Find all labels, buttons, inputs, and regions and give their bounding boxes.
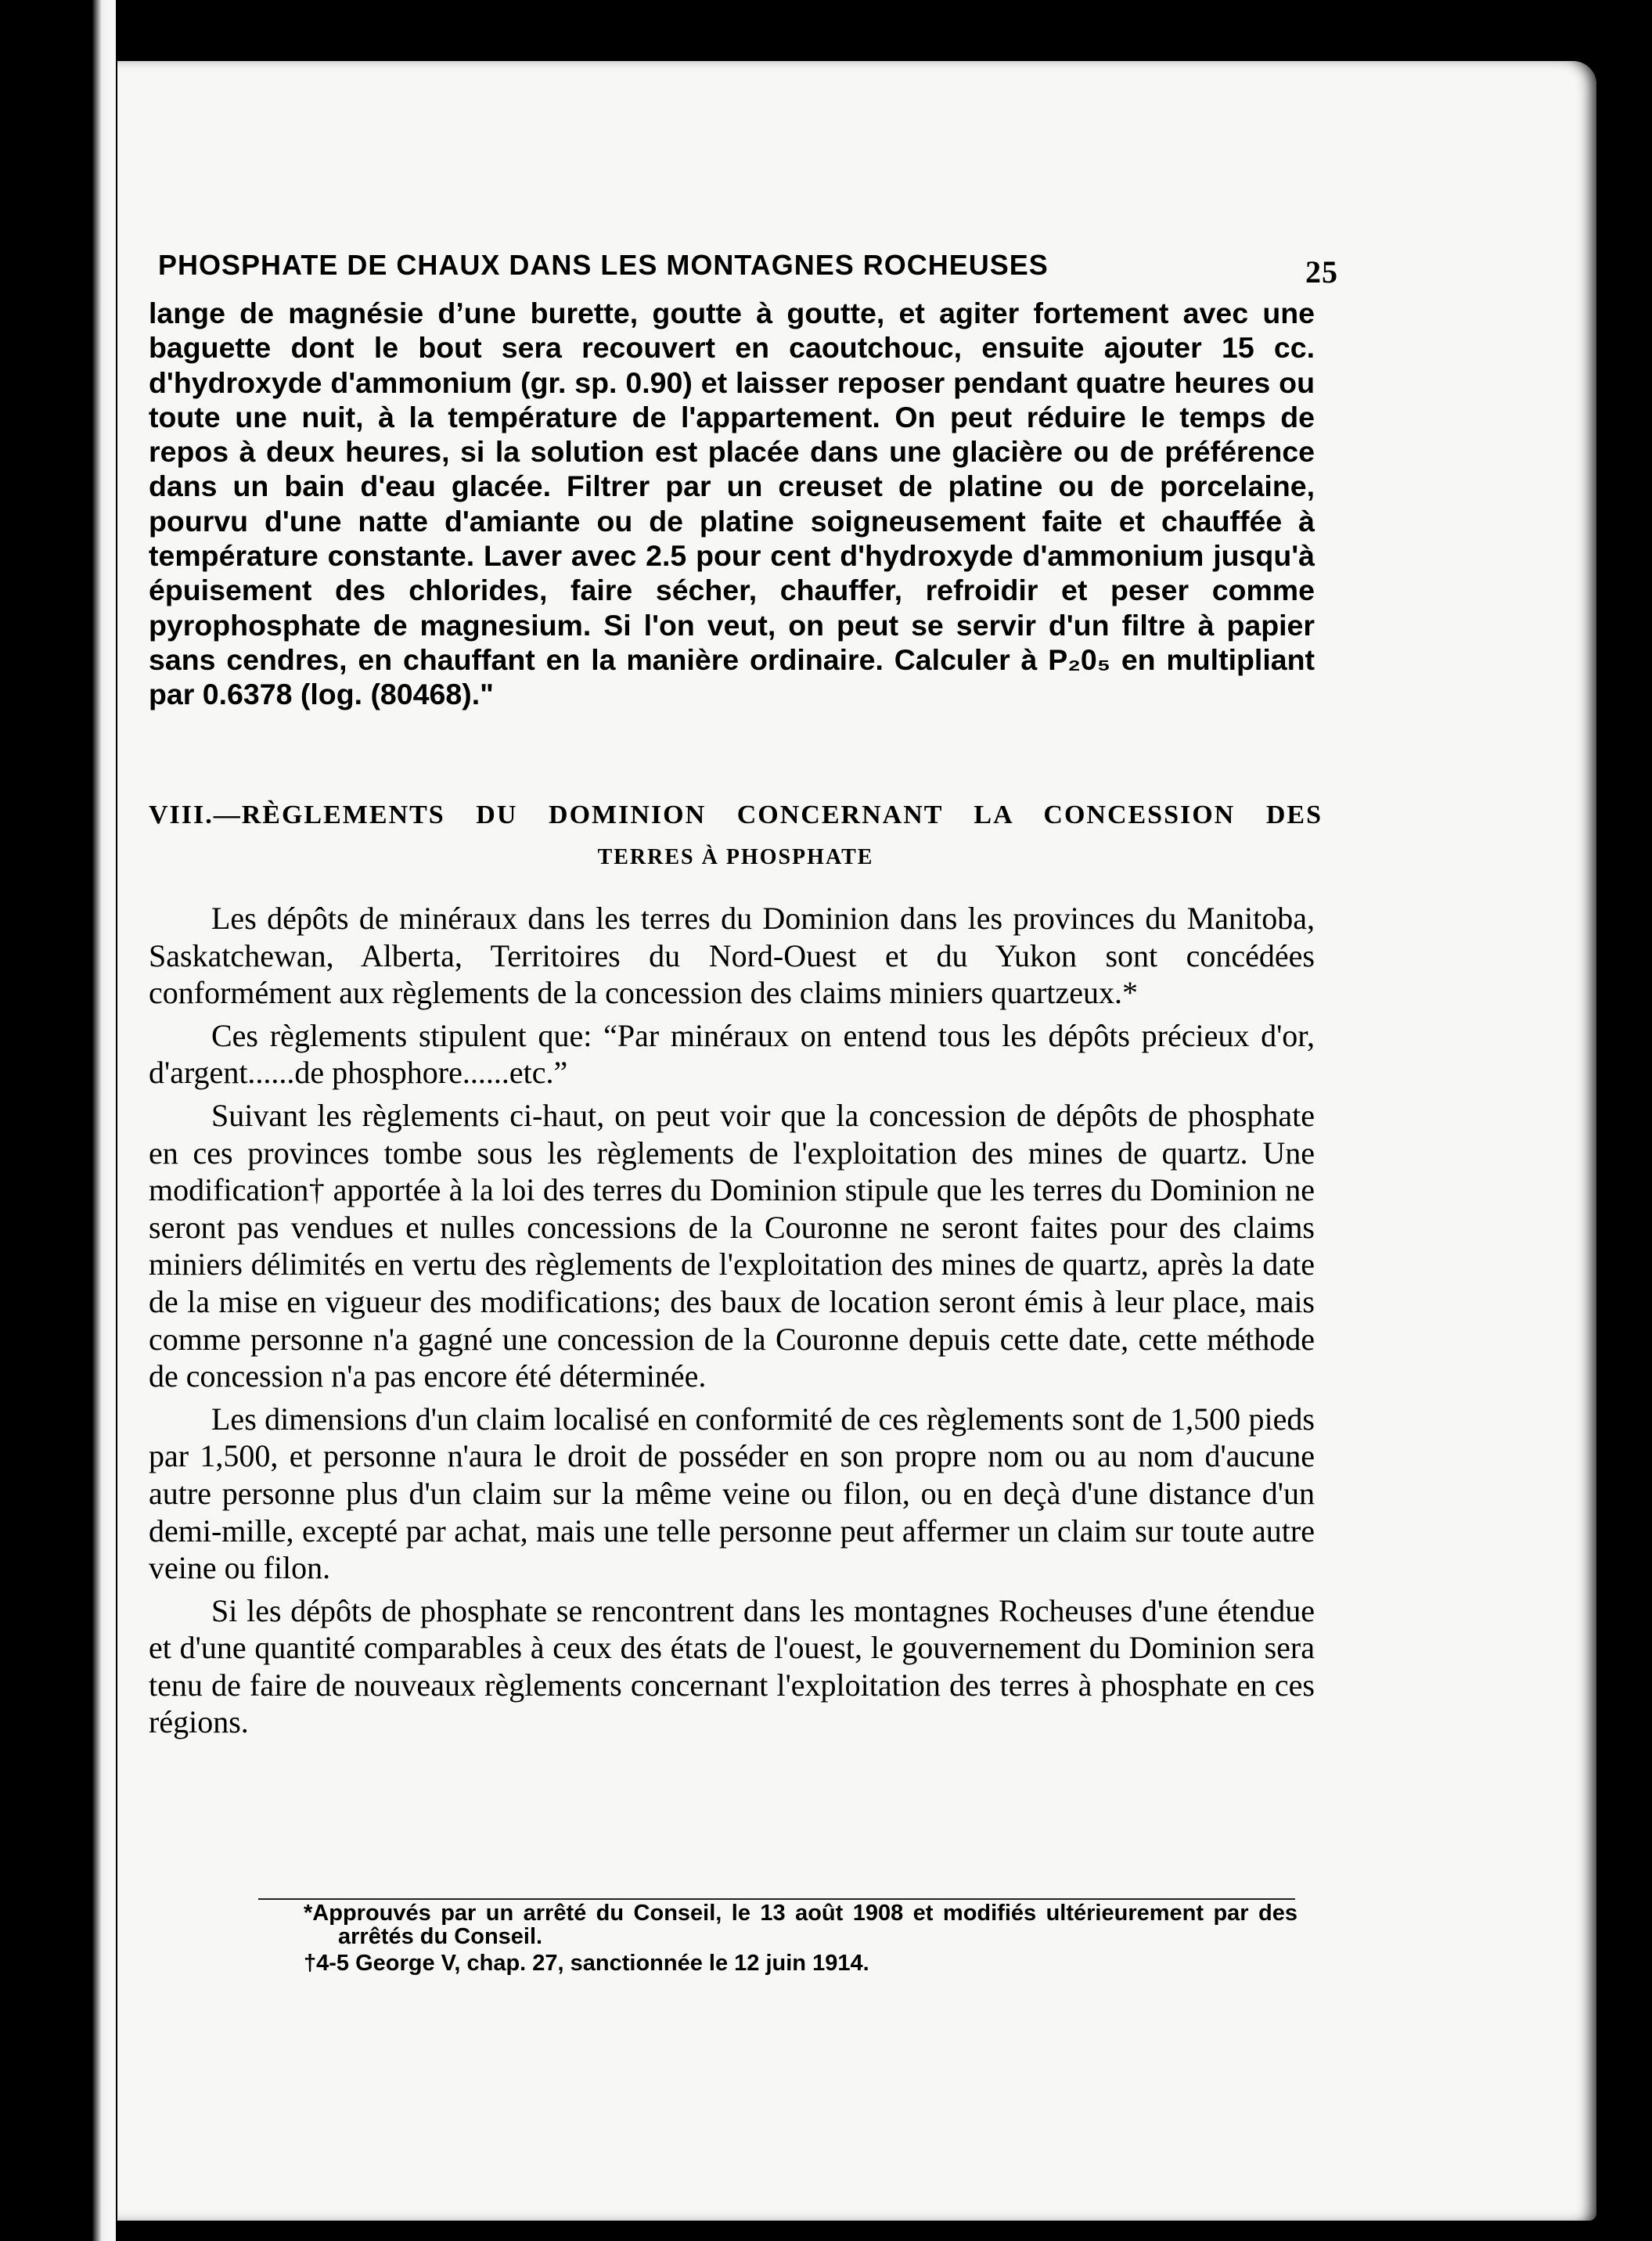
section-heading-line-2: TERRES À PHOSPHATE [597,845,874,869]
running-title: PHOSPHATE DE CHAUX DANS LES MONTAGNES ROCHEUSES [158,249,1049,281]
body-paragraph: Les dimensions d'un claim localisé en conformité de ces règlements sont de 1,500 pieds par 1,500, et personne n'aura le droit de posséder en son propre nom ou au nom d'aucune autre personne plus d'un claim sur la même veine ou filon, ou en deçà d'une distance d'un demi-mille, excepté par achat, mais une telle personne peut affermer un claim sur toute autre veine ou filon. [149,1401,1315,1586]
running-head [149,249,1338,288]
continued-paragraph: lange de magnésie d’une burette, goutte à goutte, et agiter fortement avec une baguette dont le bout sera recouvert en caoutchouc, ensuite ajouter 15 cc. d'hydroxyde d'ammonium (gr. sp. 0.90) et laisser reposer pendant quatre heures ou toute une nuit, à la température de l'appartement. On peut réduire le temps de repos à deux heures, si la solution est placée dans une glacière ou de préférence dans un bain d'eau glacée. Filtrer par un creuset de platine ou de porcelaine, pourvu d'une natte d'amiante ou de platine soigneusement faite et chauffée à température constante. Laver avec 2.5 pour cent d'hydroxyde d'ammonium jusqu'à épuisement des chlorides, faire sécher, chauffer, refroidir et peser comme pyrophosphate de magnesium. Si l'on veut, on peut se servir d'un filtre à papier sans cendres, en chauffant en la manière ordinaire. Calculer à P₂0₅ en multipliant par 0.6378 (log. (80468)." [149,297,1315,711]
body-paragraph: Les dépôts de minéraux dans les terres du Dominion dans les provinces du Manitoba, Saskatchewan, Alberta, Territoires du Nord-Ouest et du Yukon sont concédées conformément aux règlements de la concession des claims miniers quartzeux.* [149,901,1315,1011]
footnote-divider [258,1898,1295,1900]
adjacent-page-edge [92,0,116,2241]
section-heading [149,794,1323,879]
page-number: 25 [1305,254,1338,290]
body-paragraph: Suivant les règlements ci-haut, on peut voir que la concession de dépôts de phosphate en ces provinces tombe sous les règlements de l'exploitation des mines de quartz. Une modification† apportée à la loi des terres du Dominion stipule que les terres du Dominion ne seront pas vendues et nulles concessions de la Couronne ne seront faites pour des claims miniers délimités en vertu des règlements de l'exploitation des mines de quartz, après la date de la mise en vigueur des modifications; des baux de location seront émis à leur place, mais comme personne n'a gagné une concession de la Couronne depuis cette date, cette méthode de concession n'a pas encore été déterminée. [149,1097,1315,1394]
continued-paragraph-block [149,296,1315,712]
body-paragraph: Ces règlements stipulent que: “Par minéraux on entend tous les dépôts précieux d'or, d'argent......de phosphore......etc.” [149,1017,1315,1091]
footnote: †4-5 George V, chap. 27, sanctionnée le 12 juin 1914. [304,1951,869,1976]
body-paragraph: Si les dépôts de phosphate se rencontrent dans les montagnes Rocheuses d'une étendue et d'une quantité comparables à ceux des états de l'ouest, le gouvernement du Dominion sera tenu de faire de nouveaux règlements concernant l'exploitation des terres à phosphate en ces régions. [149,1592,1315,1740]
footnotes [304,1901,1297,1978]
section-heading-line-1: VIII.—RÈGLEMENTS DU DOMINION CONCERNANT LA CONCESSION DES [149,800,1323,829]
footnote: *Approuvés par un arrêté du Conseil, le 13 août 1908 et modifiés ultérieurement par des arrêtés du Conseil. [304,1901,1297,1949]
section-body [149,900,1315,1746]
